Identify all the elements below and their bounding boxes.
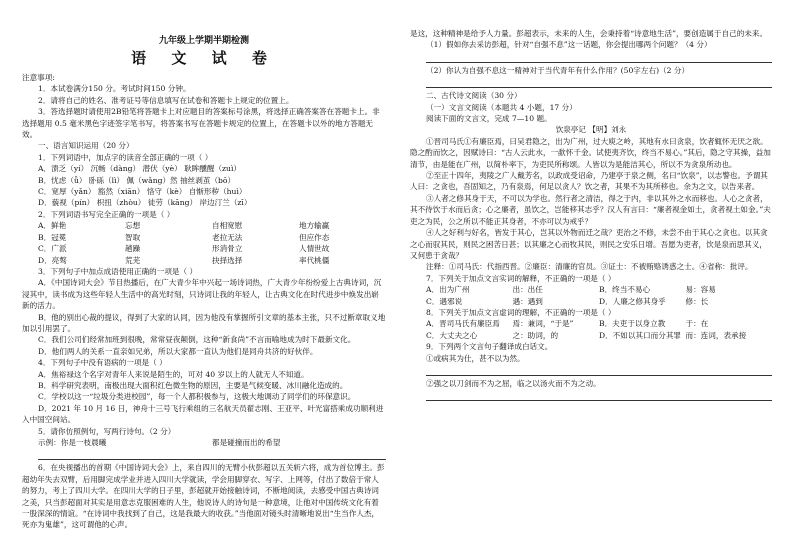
- passage-paragraph: ②至正十四年，夷陵之广人戴芳名，以政成受诏命，乃建亭于泉之侧，名曰“饮泉”，以志警也。予谓其人曰：之贪也，吾固知之，乃有泉焉，何足以贪人？饮之者，其果不为其所移也。余为之文，以告来者。: [410, 171, 768, 192]
- section2-instruction: 阅读下面的文言文，完成 7—10 题。: [426, 114, 552, 124]
- q8-cell: D．不如以其口而分其罪: [599, 330, 682, 340]
- q8-row: [410, 318, 772, 329]
- q3-option: D．他们两人的关系一直亲如兄弟，所以大家都一直认为他们是同舟共济的好伙伴。: [38, 346, 318, 356]
- q6-sub1-answer-line[interactable]: [426, 51, 772, 63]
- q5-example-a: [38, 437, 212, 448]
- q2-row: [22, 255, 386, 266]
- q7-stem: 7．下列关于加点文言实词的解释，不正确的一项是（ ）: [426, 273, 616, 283]
- q8-cell: 焉：兼词，“于是”: [512, 319, 574, 329]
- q2-stem: 2．下列词语书写完全正确的一项是（ ）: [38, 209, 175, 219]
- q4-option: B．科学研究表明，南极出现大面积红色微生物的原因，主要是气候变暖、冰川融化造成的。: [38, 380, 348, 390]
- q3-option: C．我们公司们经常加班到很晚，常常昼夜颠倒，这种“新食尚”不言而喻地成为时下最新文化。: [38, 335, 356, 345]
- q5-example-label: 示例：: [38, 438, 61, 447]
- q2-cell: 忘想: [125, 221, 141, 231]
- q7-row: [410, 296, 772, 307]
- q7-cell: 遇：遇到: [512, 296, 543, 306]
- q8-cell: 之：助词，的: [512, 330, 559, 340]
- q5-stem: 5．请你仿照例句，写两行诗句。（2 分）: [38, 426, 176, 436]
- q2-cell: 荒芜: [125, 255, 141, 265]
- q2-cell: 智取: [125, 232, 141, 242]
- q2-cell: C．广派: [38, 244, 67, 254]
- section2-heading: 二、古代诗文阅读（30 分）: [426, 91, 522, 101]
- left-column: [22, 0, 386, 560]
- q2-cell: 形消骨立: [212, 244, 243, 254]
- q9-sub2: ②强之以刀剑而不为之屈，临之以汤火而不为之动。: [426, 378, 601, 388]
- q6-sub2-answer-line[interactable]: [426, 76, 772, 88]
- q3-stem: 3．下列句子中加点成语使用正确的一项是（ ）: [38, 266, 198, 276]
- q7-cell: 出：出任: [512, 285, 543, 295]
- note-item: 1．本试卷满分150 分。考试时间150 分钟。: [38, 84, 191, 94]
- q8-row: [410, 330, 772, 341]
- q7-cell: 易：容易: [685, 285, 716, 295]
- q8-stem: 8．下列关于加点文言虚词的理解，不正确的一项是（ ）: [426, 307, 616, 317]
- q4-option: A．焦裕禄这个名字对青年人来说是陌生的，可对 40 岁以上的人就无人不知道。: [38, 369, 309, 379]
- q1-option: A．溃乏（yí） 沉畅（dàng） 潜伏（yè） 耿眸醺醒（zuì）: [38, 164, 241, 174]
- q6-continued: 是这，这种精神是给予人力量。彭超表示，未来的人生，会秉持着“诗意地生活”，要创造属于自己的未来。: [410, 29, 768, 38]
- q1-option: C．宽厚（yǎn） 豁然（xiān） 恪守（kè） 自惭形秽（huì）: [38, 187, 247, 197]
- section2-subheading: （一）文言文阅读（本题共 4 小题，17 分）: [426, 102, 577, 112]
- q5-example-b: 都是碰撞而出的希望: [212, 438, 281, 447]
- passage-footnotes: 注释：①司马氏：代指西晋。②廉臣：清廉的官员。③证士：不被贿赂诱惑之士。④省称：批评。: [426, 262, 753, 272]
- q2-row: [22, 220, 386, 231]
- q7-row: [410, 284, 772, 295]
- q2-cell: 地方输赢: [299, 221, 330, 231]
- q9-sub1: ①或病其为仕，甚不以为然。: [426, 353, 525, 363]
- q4-stem: 4．下列句子中没有语病的一项是（ ）: [38, 358, 167, 368]
- q8-cell: A．晋司马氏有廉臣焉: [426, 319, 500, 329]
- q7-cell: D．人廉之修其身乎: [599, 296, 666, 306]
- q5-example: [22, 437, 386, 448]
- q2-row: [22, 243, 386, 254]
- q9-stem: 9．下列两个文言句子翻译成白话文。: [426, 342, 553, 352]
- section1-heading: 一、语言知识运用（20 分）: [38, 141, 134, 151]
- q3-option: B．他的别出心裁的提议，得到了大家的认同，因为他没有掌握所引文章的基本主张，只不过断章取义地加以引用罢了。: [22, 312, 386, 333]
- q6-sub1: （1）假如你去采访彭超，针对“自强不息”这一话题，你会提出哪两个问题？（4 分）: [426, 40, 712, 50]
- note-item: 3．答选择题时请使用2B铅笔将答题卡上对应题目的答案标号涂黑，将选择正确答案答在答题卡上。非选择题用 0.5 毫米黑色字迹签字笔书写，将答案书写在答题卡规定的位置上，在答题卡以外的地方答题无效。: [22, 107, 380, 140]
- q1-option: D．藐视（pín） 枳扭（zhòu） 徒劳（kāng） 岸边汀兰（zī）: [38, 198, 252, 208]
- q7-cell: A．出为广州: [426, 285, 470, 295]
- q6-sub2: （2）你认为自强不息这一精神对于当代青年有什么作用？(50字左右)（2 分）: [426, 65, 690, 75]
- q2-cell: B．冠冕: [38, 232, 67, 242]
- q1-stem: 1．下列词语中，加点字的读音全部正确的一项（ ）: [38, 152, 213, 162]
- q2-cell: 但应作态: [299, 232, 330, 242]
- notes-heading: 注意事项:: [22, 73, 55, 82]
- q2-row: [22, 232, 386, 243]
- passage-title: 饮泉亭记 【明】刘永: [555, 125, 627, 135]
- q7-cell: C．遇邪说: [426, 296, 463, 306]
- q2-cell: 趟躁: [125, 244, 141, 254]
- q2-cell: 人情世故: [299, 244, 330, 254]
- exam-title: 九年级上学期半期检测: [158, 36, 249, 46]
- right-column: [410, 0, 772, 560]
- q2-cell: 抉择选择: [212, 255, 243, 265]
- note-item: 2．请将自己的姓名、准考证号等信息填写在试卷和答题卡上规定的位置上。: [38, 95, 294, 105]
- q2-cell: D．亮骜: [38, 255, 67, 265]
- q1-option: B．忧虑（ǚ） 卧砾（lì） 佩（wǎng）然 抽丝剥茧（bō）: [38, 175, 236, 185]
- q5-example-text-a: 你是一枝晨曦: [60, 438, 107, 447]
- q4-option: C．学校以这一“垃圾分类进校园”，每一个人都积极参与，这极大地调动了同学们的环保意识。: [38, 392, 356, 402]
- q6-text: 6．在央视播出的首期《中国诗词大会》上，来自四川的无臂小伙彭超以五关斩六将，成为首位博主。彭超幼年失去双臂，后用脚完成学业并进入四川大学就读，学会用脚穿衣、写字、上网等，付出了数倍于常人的努力，考上了四川大学。在四川大学的日子里，彭超就开始接触诗词，不断地阅读，去感受中国古典诗词之美，只当彭超面对其实是用意志克服困难的人生，他说诗人的诗句是一种意境，让他对中国传统文化有着一股深深的情谊。“在诗词中我找到了自己，这是我最大的收获。”当他面对镜头时清晰地说出“生当作人杰，死亦为鬼雄”，这可谓他的心声。: [22, 463, 385, 530]
- q7-cell: B．终当不易心: [599, 285, 651, 295]
- q7-cell: 修：长: [685, 296, 709, 306]
- q4-option: D．2021 年 10 月 16 日，神舟十三号飞行乘组的三名航天员翟志刚、王亚平、叶光富搭乘成功顺利进入中国空间站。: [22, 403, 384, 425]
- q8-cell: 而：连词，表承接: [685, 330, 747, 340]
- q3-option: A．《中国诗词大会》节目热播后，在广大青少年中兴起一场诗词热，广大青少年纷纷爱上古典诗词，沉浸其中，读书成为这些年轻人生活中的高光时刻，只诗词让我的年轻人，让古典文化在时代进步中焕发出崭新的活力。: [22, 278, 382, 311]
- q2-cell: 老拉无法: [212, 232, 243, 242]
- q5-answer-line[interactable]: [38, 448, 386, 460]
- q9-sub1-answer-line[interactable]: [426, 364, 772, 376]
- q8-cell: B．夫吏于以身立教: [599, 319, 666, 329]
- exam-subtitle: 语 文 试 卷: [131, 49, 277, 67]
- passage-paragraph: ③人者之修其身于天，不可以为学也。然行者之清洁，得之于内，非以其外之水而移也。人心之贪者，其不待饮于水而后贪；心之廉者，虽饮之，岂能移其志乎？汉人有言曰：“廉者视金如土，贪者视土如金。”夫吏之为民，公之所以不能正其身者，不亦可以为戒乎？: [410, 193, 771, 226]
- q8-cell: 于：在: [685, 319, 709, 329]
- q2-cell: 率代桃僵: [299, 255, 330, 265]
- q8-cell: C．大丈夫之心: [426, 330, 478, 340]
- passage-paragraph: ①晋司马氏①有廉臣焉，曰吴君隐之，出为广州，过大庾之岭，其地有水曰贪泉，饮者辄怀无厌之欲。隐之酌而饮之，因赋诗曰：“古人云此水，一歃怀千金。试使夷齐饮，终当不易心。”其后，隐之守其操，益加清节，由是能在广州，以简朴率下，为吏民所称颂。人皆以为是能洁其心，所以不为贪泉所动也。: [410, 136, 771, 169]
- q2-cell: A．鲜艳: [38, 221, 67, 231]
- q2-cell: 自相宽慰: [212, 221, 243, 231]
- q9-sub2-answer-line[interactable]: [426, 389, 772, 401]
- passage-paragraph: ④人之好利与好名，皆发于其心，岂其以外物而迁之哉？吏治之不修，未尝不由于其心之贪也。以其贪之心而驭其民，则民之困苦日甚；以其廉之心而牧其民，则民之安乐日增。吾愿为吏者，饮是泉而思其义，又何患于贪哉？: [410, 228, 768, 260]
